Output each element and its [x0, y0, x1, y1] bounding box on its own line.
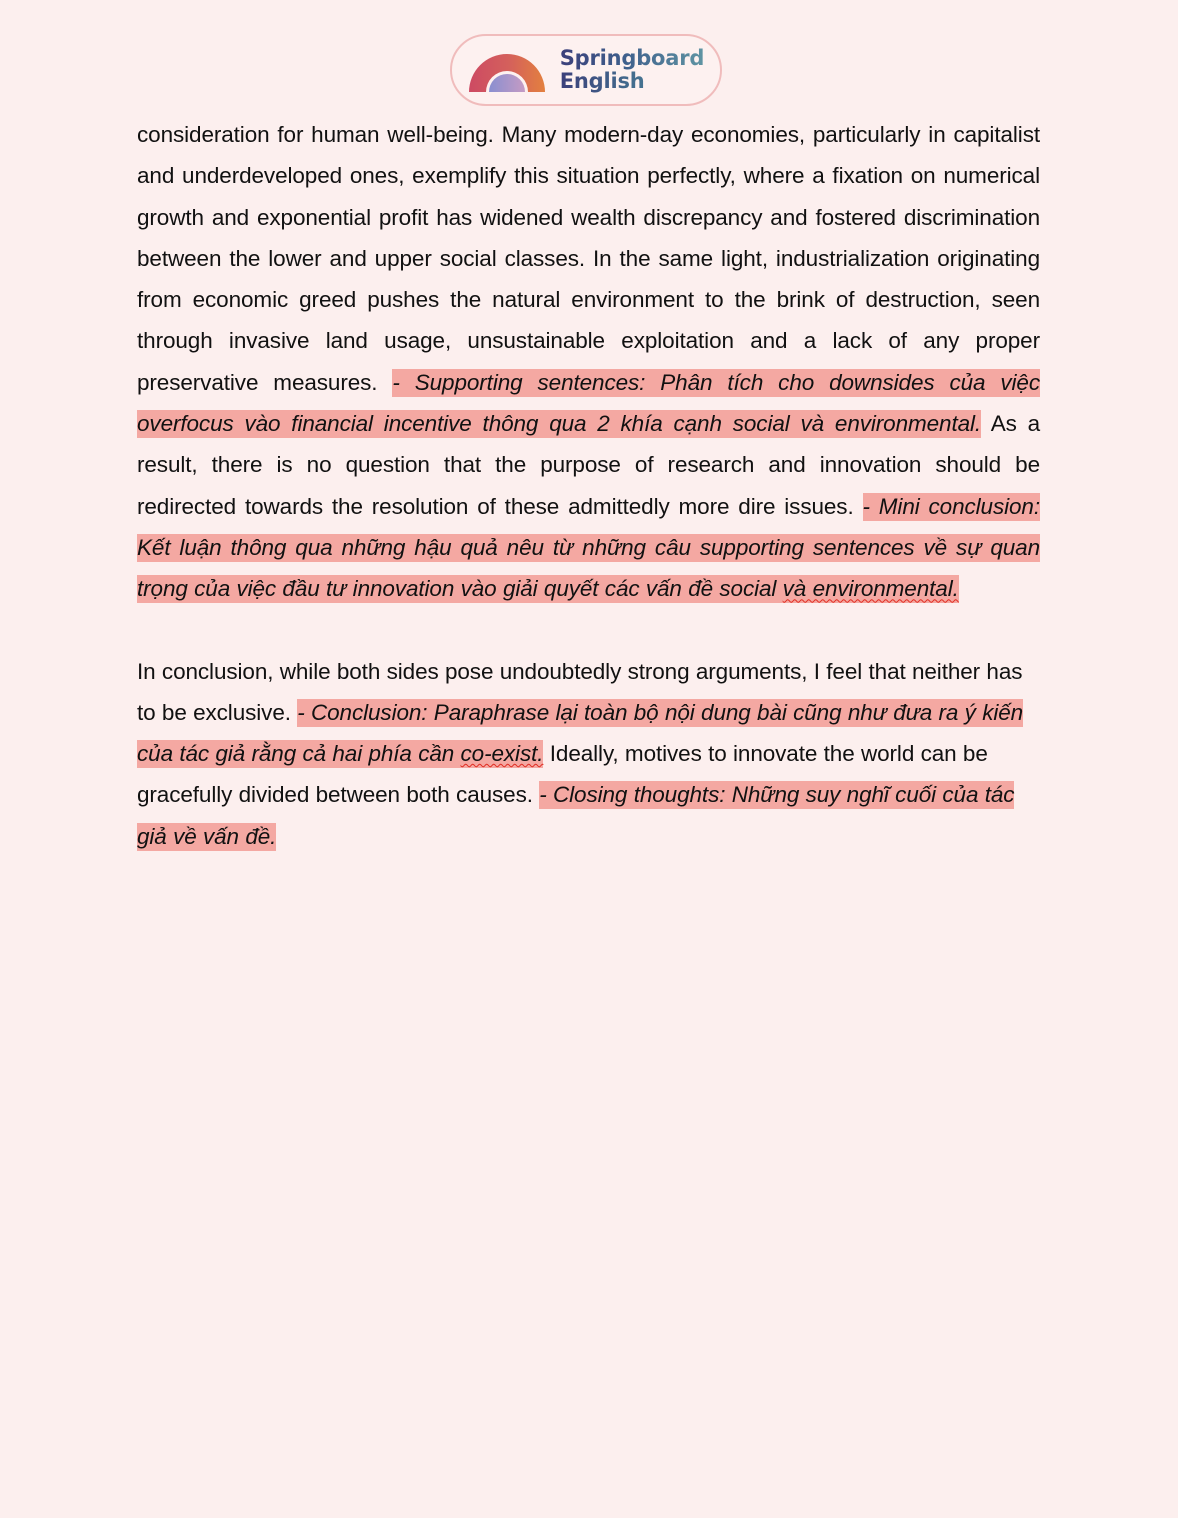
paragraph-run-text: In conclusion, while both sides pose undoubtedly strong arguments, I feel that neither has to be exclusive.: [137, 658, 1023, 725]
annotation-conclusion-misspelled: co-exist.: [460, 741, 544, 767]
body-paragraph-1: [137, 114, 1040, 610]
annotation-mini-conclusion-misspelled: và environmental.: [782, 576, 959, 602]
annotation-conclusion: - Conclusion: Paraphrase lại toàn bộ nội dung bài cũng như đưa ra ý kiến của tác giả rằng cả hai phía cần: [137, 699, 1024, 767]
paragraph-run-text: consideration for human well-being. Many modern-day economies, particularly in capitalist and underdeveloped ones, exemplify this situation perfectly, where a fixation on numerical growth and exponential profit has widened wealth discrepancy and fostered discrimination between the lower and upper social classes. In the same light, industrialization originating from economic greed pushes the natural environment to the brink of destruction, seen through invasive land usage, unsustainable exploitation and a lack of any proper preservative measures.: [137, 122, 1040, 395]
paragraph-run-text: As a result, there is no question that the purpose of research and innovation should be redirected towards the resolution of these admittedly more dire issues.: [137, 411, 1041, 519]
springboard-english-logo-badge: [450, 34, 722, 106]
body-paragraph-2: [137, 651, 1040, 857]
annotation-closing-thoughts: - Closing thoughts: Những suy nghĩ cuối của tác giả về vấn đề.: [137, 782, 1015, 849]
logo-word-springboard: Springboard: [559, 46, 705, 71]
paragraph-run-text: Ideally, motives to innovate the world can be gracefully divided between both causes.: [137, 741, 988, 808]
annotation-supporting-sentences: - Supporting sentences: Phân tích cho downsides của việc overfocus vào financial incentive thông qua 2 khía cạnh social và environmental.: [137, 369, 1040, 437]
logo-word-english: English: [560, 70, 705, 93]
document-body: [137, 114, 1040, 857]
annotation-mini-conclusion: - Mini conclusion: Kết luận thông qua những hậu quả nêu từ những câu supporting sentences về sự quan trọng của việc đầu tư innovation vào giải quyết các vấn đề social: [137, 493, 1040, 602]
logo-wordmark: [560, 47, 705, 92]
arch-rainbow-icon: [468, 48, 546, 92]
